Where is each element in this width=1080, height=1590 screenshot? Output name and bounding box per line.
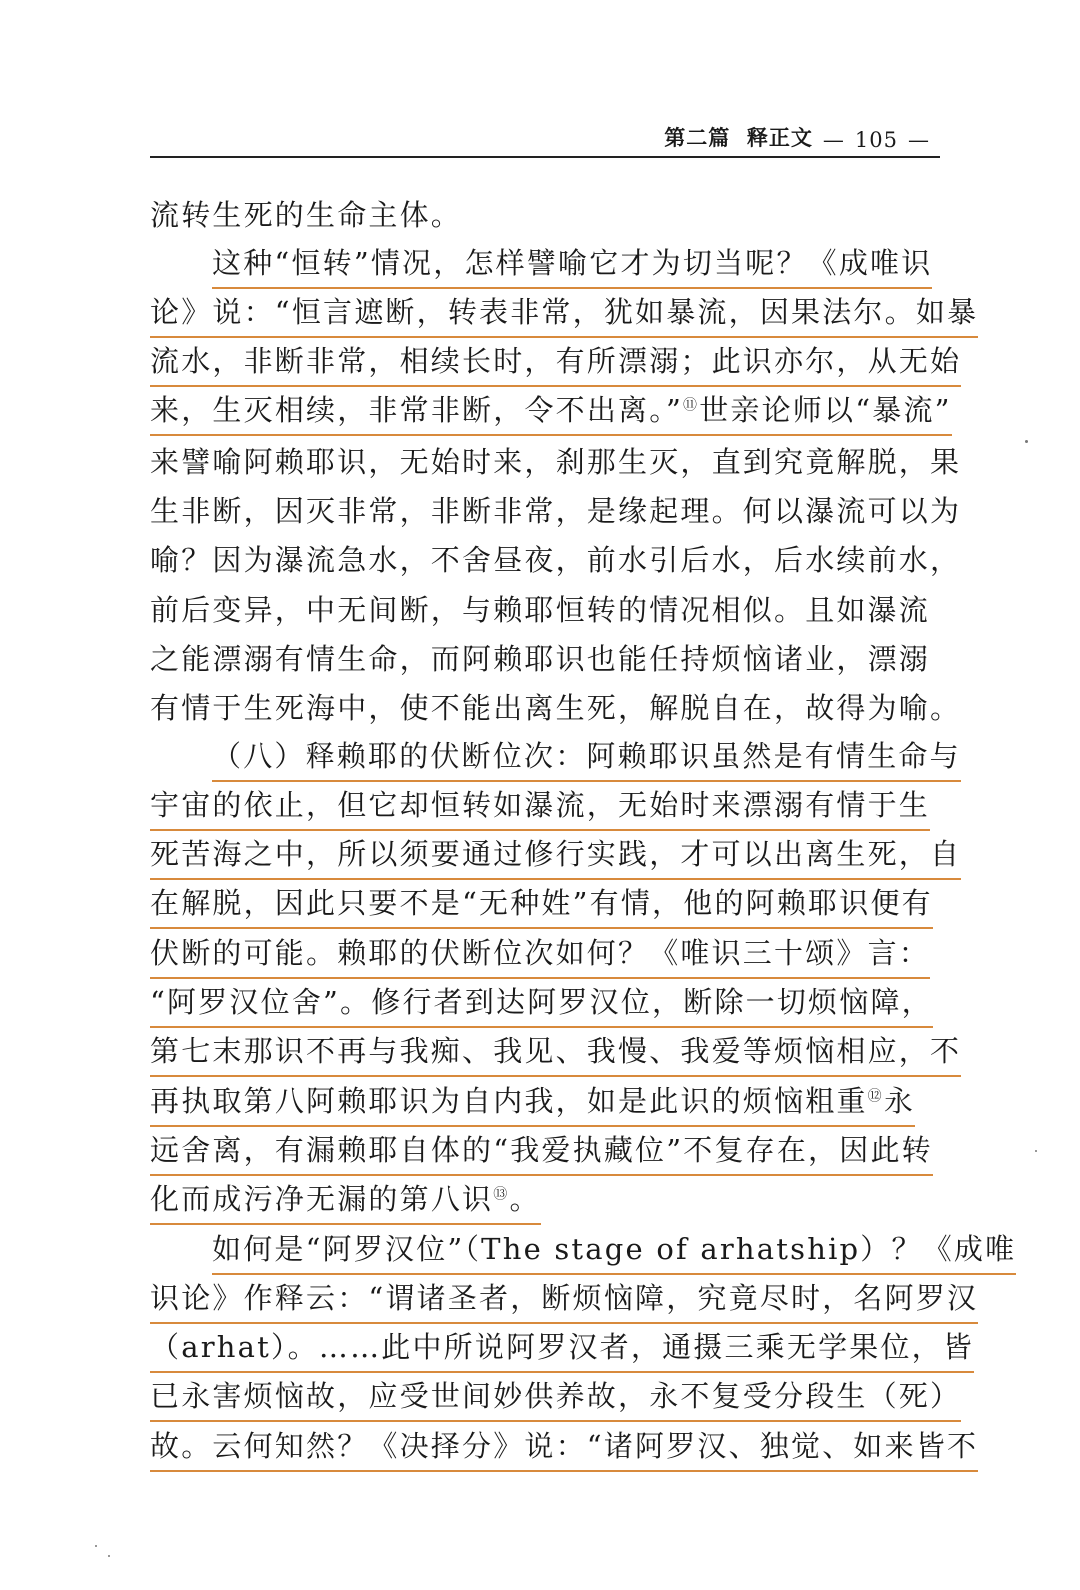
- underlined-text-line: [150, 831, 962, 880]
- text-line: [150, 535, 962, 584]
- scan-speck: [1025, 440, 1028, 443]
- line-text: 化而成污净无漏的第八识⑬。: [150, 1179, 541, 1225]
- footnote-marker: ⑬: [493, 1186, 510, 1203]
- header-title: 释正文: [746, 125, 813, 150]
- text-line: [150, 683, 962, 732]
- underlined-text-line: [150, 732, 961, 781]
- underlined-text-line: [150, 1028, 962, 1077]
- text-line: [150, 634, 945, 683]
- underlined-text-line: [150, 1324, 975, 1373]
- header-dash-left: —: [822, 128, 845, 152]
- scan-speck: [95, 1545, 97, 1547]
- line-text: 这种“恒转”情况，怎样譬喻它才为切当呢？《成唯识: [212, 243, 932, 289]
- line-text: 论》说：“恒言遮断，转表非常，犹如暴流，因果法尔。如暴: [150, 292, 978, 338]
- underlined-text-line: [150, 929, 945, 978]
- line-text: （八）释赖耶的伏断位次：阿赖耶识虽然是有情生命与: [212, 736, 961, 782]
- line-text: 如何是“阿罗汉位”（The stage of arhatship）？《成唯: [212, 1229, 1016, 1275]
- line-text: 来，生灭相续，非常非断，令不出离。”⑪世亲论师以“暴流”: [150, 390, 952, 436]
- line-text: 远舍离，有漏赖耶自体的“我爱执藏位”不复存在，因此转: [150, 1130, 933, 1176]
- underlined-text-line: [150, 239, 945, 288]
- underlined-text-line: [150, 1373, 962, 1422]
- footnote-marker: ⑪: [682, 397, 700, 414]
- text-line: [150, 584, 945, 633]
- line-text: 在解脱，因此只要不是“无种姓”有情，他的阿赖耶识便有: [150, 883, 933, 929]
- underlined-text-line: [150, 1422, 979, 1471]
- underlined-text-line: [150, 1127, 945, 1176]
- underlined-text-line: [150, 387, 952, 436]
- underlined-text-line: [150, 1176, 945, 1225]
- scan-speck: [1035, 1150, 1037, 1152]
- line-text: 第七末那识不再与我痴、我见、我慢、我爱等烦恼相应，不: [150, 1031, 961, 1077]
- underlined-text-line: [150, 979, 945, 1028]
- text-line: [150, 436, 962, 485]
- line-text: （arhat）。……此中所说阿罗汉者，通摄三乘无学果位，皆: [150, 1327, 974, 1373]
- scan-speck: [108, 1555, 110, 1557]
- line-text: 有情于生死海中，使不能出离生死，解脱自在，故得为喻。: [150, 691, 962, 726]
- footnote-marker: ⑫: [867, 1087, 884, 1104]
- page-number: 105: [854, 128, 898, 152]
- line-text: 伏断的可能。赖耶的伏断位次如何？《唯识三十颂》言：: [150, 933, 930, 979]
- line-text: 来譬喻阿赖耶识，无始时来，刹那生灭，直到究竟解脱，果: [150, 444, 962, 479]
- underlined-text-line: [150, 782, 945, 831]
- line-text: 喻？因为瀑流急水，不舍昼夜，前水引后水，后水续前水，: [150, 543, 962, 578]
- body-text: [150, 190, 1017, 1472]
- line-text: 再执取第八阿赖耶识为自内我，如是此识的烦恼粗重⑫永: [150, 1081, 915, 1127]
- underlined-text-line: [150, 880, 945, 929]
- line-text: 已永害烦恼故，应受世间妙供养故，永不复受分段生（死）: [150, 1376, 961, 1422]
- line-text: 之能漂溺有情生命，而阿赖耶识也能任持烦恼诸业，漂溺: [150, 641, 931, 676]
- underlined-text-line: [150, 1077, 945, 1126]
- line-text: 流转生死的生命主体。: [150, 198, 463, 233]
- text-line: [150, 486, 962, 535]
- header-section: 第二篇: [664, 125, 731, 150]
- line-text: 生非断，因灭非常，非断非常，是缘起理。何以瀑流可以为: [150, 494, 962, 529]
- underlined-text-line: [150, 289, 979, 338]
- underlined-text-line: [150, 338, 962, 387]
- line-text: 故。云何知然？《决择分》说：“诸阿罗汉、独觉、如来皆不: [150, 1426, 978, 1472]
- line-text: 流水，非断非常，相续长时，有所漂溺；此识亦尔，从无始: [150, 341, 961, 387]
- line-text: 死苦海之中，所以须要通过修行实践，才可以出离生死，自: [150, 834, 961, 880]
- line-text: “阿罗汉位舍”。修行者到达阿罗汉位，断除一切烦恼障，: [150, 982, 933, 1028]
- underlined-text-line: [150, 1275, 979, 1324]
- line-text: 前后变异，中无间断，与赖耶恒转的情况相似。且如瀑流: [150, 592, 931, 627]
- text-line: [150, 190, 945, 239]
- header-dash-right: —: [908, 128, 930, 152]
- line-text: 识论》作释云：“谓诸圣者，断烦恼障，究竟尽时，名阿罗汉: [150, 1278, 978, 1324]
- running-header: [150, 124, 940, 158]
- underlined-text-line: [150, 1225, 1017, 1274]
- line-text: 宇宙的依止，但它却恒转如瀑流，无始时来漂溺有情于生: [150, 785, 930, 831]
